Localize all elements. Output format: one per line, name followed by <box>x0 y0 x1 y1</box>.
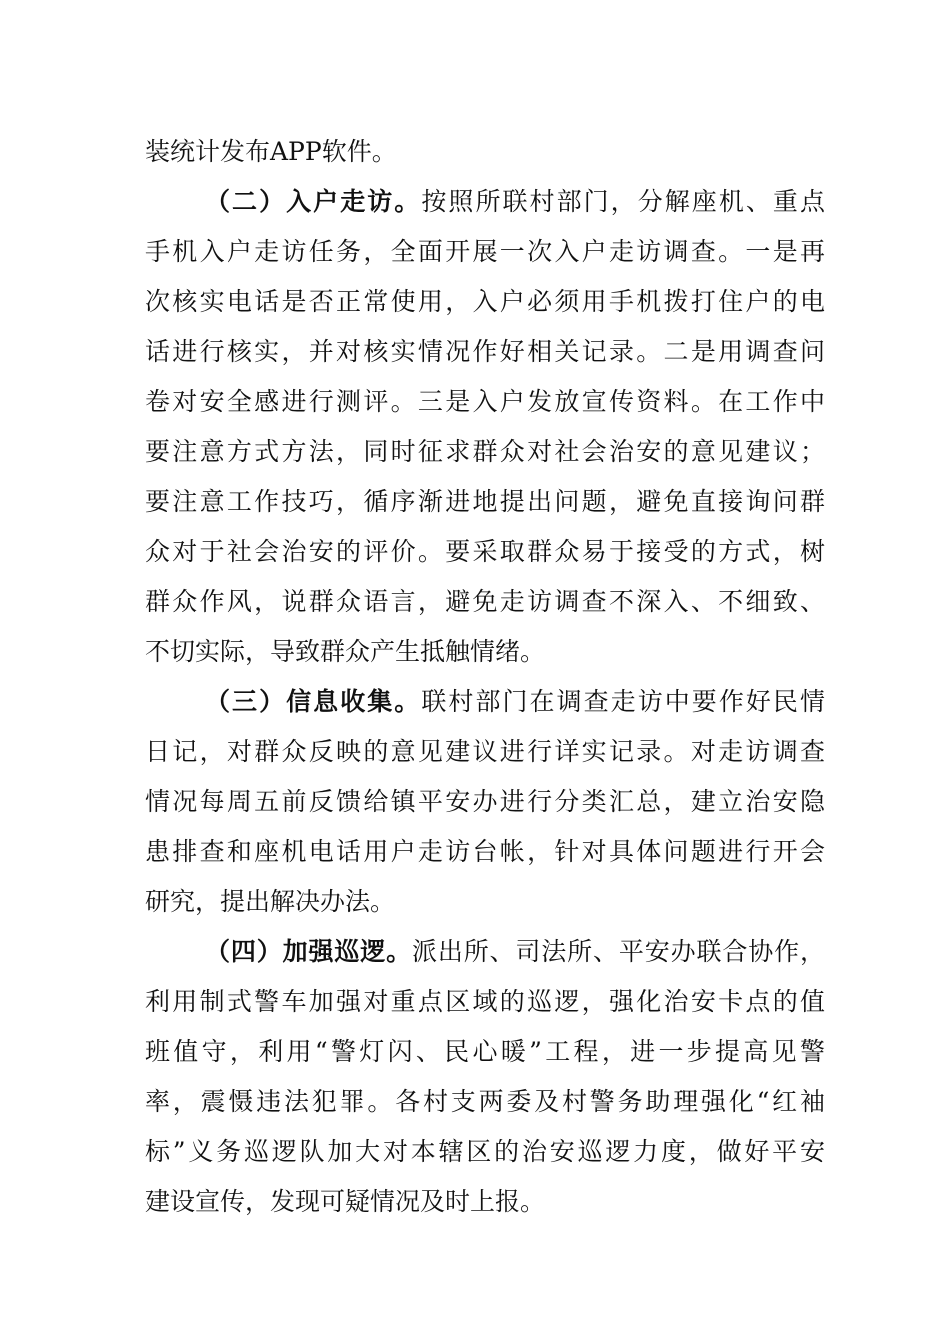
paragraph-line: 要注意方式方法，同时征求群众对社会治安的意见建议； <box>145 437 825 466</box>
paragraph-line: 要注意工作技巧，循序渐进地提出问题，避免直接询问群 <box>145 487 825 516</box>
paragraph-line: 手机入户走访任务，全面开展一次入户走访调查。一是再 <box>145 237 825 266</box>
paragraph-text: 派出所、司法所、平安办联合协作， <box>411 937 825 966</box>
paragraph-line: 班值守，利用“警灯闪、民心暖”工程，进一步提高见警 <box>145 1037 825 1066</box>
paragraph-line: 次核实电话是否正常使用，入户必须用手机拨打住户的电 <box>145 287 825 316</box>
paragraph-line: 建设宣传，发现可疑情况及时上报。 <box>145 1187 546 1216</box>
section-heading: （三）信息收集。 <box>205 687 422 716</box>
paragraph-line: 卷对安全感进行测评。三是入户发放宣传资料。在工作中 <box>145 387 825 416</box>
paragraph-line: 群众作风，说群众语言，避免走访调查不深入、不细致、 <box>145 587 825 616</box>
paragraph-line: 利用制式警车加强对重点区域的巡逻，强化治安卡点的值 <box>145 987 825 1016</box>
paragraph-line <box>205 684 825 720</box>
paragraph-text: 联村部门在调查走访中要作好民情 <box>421 687 825 716</box>
paragraph-line <box>205 184 825 220</box>
paragraph-line: 标”义务巡逻队加大对本辖区的治安巡逻力度，做好平安 <box>145 1137 825 1166</box>
paragraph-line: 患排查和座机电话用户走访台帐，针对具体问题进行开会 <box>145 837 825 866</box>
paragraph-text: 按照所联村部门，分解座机、重点 <box>421 187 825 216</box>
paragraph-line <box>205 934 825 970</box>
section-heading: （二）入户走访。 <box>205 187 422 216</box>
section-heading: （四）加强巡逻。 <box>205 937 412 966</box>
paragraph-line: 率，震慑违法犯罪。各村支两委及村警务助理强化“红袖 <box>145 1087 825 1116</box>
paragraph-line: 情况每周五前反馈给镇平安办进行分类汇总，建立治安隐 <box>145 787 825 816</box>
paragraph-line: 日记，对群众反映的意见建议进行详实记录。对走访调查 <box>145 737 825 766</box>
paragraph-line: 话进行核实，并对核实情况作好相关记录。二是用调查问 <box>145 337 825 366</box>
paragraph-line: 装统计发布APP软件。 <box>145 137 397 166</box>
paragraph-line: 众对于社会治安的评价。要采取群众易于接受的方式，树 <box>145 537 825 566</box>
paragraph-line: 不切实际，导致群众产生抵触情绪。 <box>145 637 546 666</box>
paragraph-line: 研究，提出解决办法。 <box>145 887 396 916</box>
